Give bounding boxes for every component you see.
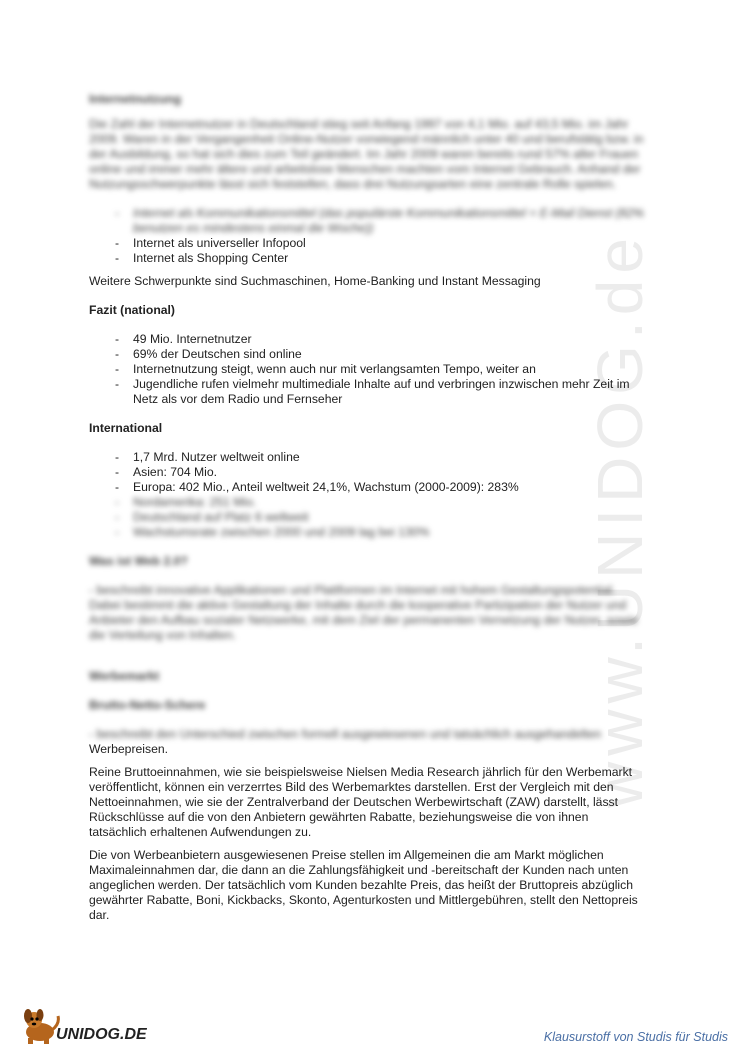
subheading-brutto-netto: Brutto-Netto-Schere xyxy=(89,698,206,712)
further-focus-text: Weitere Schwerpunkte sind Suchmaschinen, Home-Banking und Instant Messaging xyxy=(89,274,541,288)
international-list xyxy=(89,450,649,540)
list-item: - Europa: 402 Mio., Anteil weltweit 24,1%, Wachstum (2000-2009): 283% xyxy=(89,480,649,495)
list-item: - Internet als universeller Infopool xyxy=(89,236,649,251)
list-item: - Wachstumsrate zwischen 2000 und 2009 lag bei 130% xyxy=(89,525,649,540)
document-body xyxy=(89,92,649,923)
watermark: www.UNIDOG.de xyxy=(584,232,656,808)
section-heading-fazit: Fazit (national) xyxy=(89,303,175,317)
werbemarkt-lead-blurred: - beschreibt den Unterschied zwischen formell ausgewiesenen und tatsächlich ausgehandelten xyxy=(89,727,602,741)
footer-logo-text: UNIDOG.DE xyxy=(56,1026,147,1043)
list-item: - Asien: 704 Mio. xyxy=(89,465,649,480)
werbemarkt-lead-end: Werbepreisen. xyxy=(89,742,169,756)
list-item: - 69% der Deutschen sind online xyxy=(89,347,649,362)
list-item: - 1,7 Mrd. Nutzer weltweit online xyxy=(89,450,649,465)
section-heading-werbemarkt: Werbemarkt xyxy=(89,669,160,683)
werbemarkt-paragraph-1: Reine Bruttoeinnahmen, wie sie beispielsweise Nielsen Media Research jährlich für den Werbemarkt veröffentlicht, können ein verzerrtes Bild des Werbemarktes darstellen. Erst der Vergleich mit den Nettoeinnahmen, wie sie der Zentralverband der Deutschen Werbewirtschaft (ZAW) darstellt, lässt Rückschlüsse auf die von den Anbietern gewährten Rabatte, beziehungsweise die von ihnen tatsächlich erhaltenen Aufwendungen zu. xyxy=(89,765,633,839)
list-item: - Deutschland auf Platz 6 weltweit xyxy=(89,510,649,525)
list-item: - Nordamerika: 251 Mio. xyxy=(89,495,649,510)
list-item: - 49 Mio. Internetnutzer xyxy=(89,332,649,347)
list-item: - Jugendliche rufen vielmehr multimediale Inhalte auf und verbringen inzwischen mehr Zeit im Netz als vor dem Radio und Fernseher xyxy=(89,377,649,407)
section-heading-international: International xyxy=(89,421,163,435)
list-item: - Internetnutzung steigt, wenn auch nur mit verlangsamten Tempo, weiter an xyxy=(89,362,649,377)
list-item: - Internet als Kommunikationsmittel (das populärste Kommunikationsmittel = E-Mail Dienst (82% benutzen es mindestens einmal die Woche)) xyxy=(89,206,649,236)
werbemarkt-paragraph-2: Die von Werbeanbietern ausgewiesenen Preise stellen im Allgemeinen die am Markt möglichen Maximaleinnahmen dar, die dann an die Zahlungsfähigkeit und -bereitschaft der Kunden nach unten angeglichen werden. Der tatsächlich vom Kunden bezahlte Preis, das heißt der Bruttopreis abzüglich gewährter Rabatte, Boni, Kickbacks, Skonto, Agenturkosten und Mittlergebühren, stellt den Nettopreis dar. xyxy=(89,848,638,922)
list-item: - Internet als Shopping Center xyxy=(89,251,649,266)
footer-tagline: Klausurstoff von Studis für Studis xyxy=(543,1030,728,1044)
section-heading-internetnutzung: Internetnutzung xyxy=(89,92,182,106)
internet-usage-list xyxy=(89,206,649,266)
internet-intro-paragraph: Die Zahl der Internetnutzer in Deutschland stieg seit Anfang 1997 von 4,1 Mio. auf 43,5 Mio. im Jahr 2009. Waren in der Vergangenheit Online-Nutzer vorwiegend männlich unter 40 und berufstätig bzw. in der Ausbildung, so hat sich dies zum Teil geändert. Im Jahr 2009 waren bereits rund 57% aller Frauen online und immer mehr ältere und arbeitslose Menschen machten vom Internet Gebrauch. Anhand der Nutzungsschwerpunkte lässt sich feststellen, dass drei Nutzungsarten eine zentrale Rolle spielen. xyxy=(89,117,644,191)
fazit-list xyxy=(89,332,649,407)
section-heading-web20: Was ist Web 2.0? xyxy=(89,554,188,568)
web20-paragraph: - beschreibt innovative Applikationen und Plattformen im Internet mit hohem Gestaltungspotential. Dabei bestimmt die aktive Gestaltung der Inhalte durch die kooperative Partizipation der Nutzer und Anbieter den Aufbau sozialer Netzwerke, mit dem Ziel der permanenten Vernetzung der Nutzer, sowie die Verteilung von Inhalten. xyxy=(89,583,638,642)
